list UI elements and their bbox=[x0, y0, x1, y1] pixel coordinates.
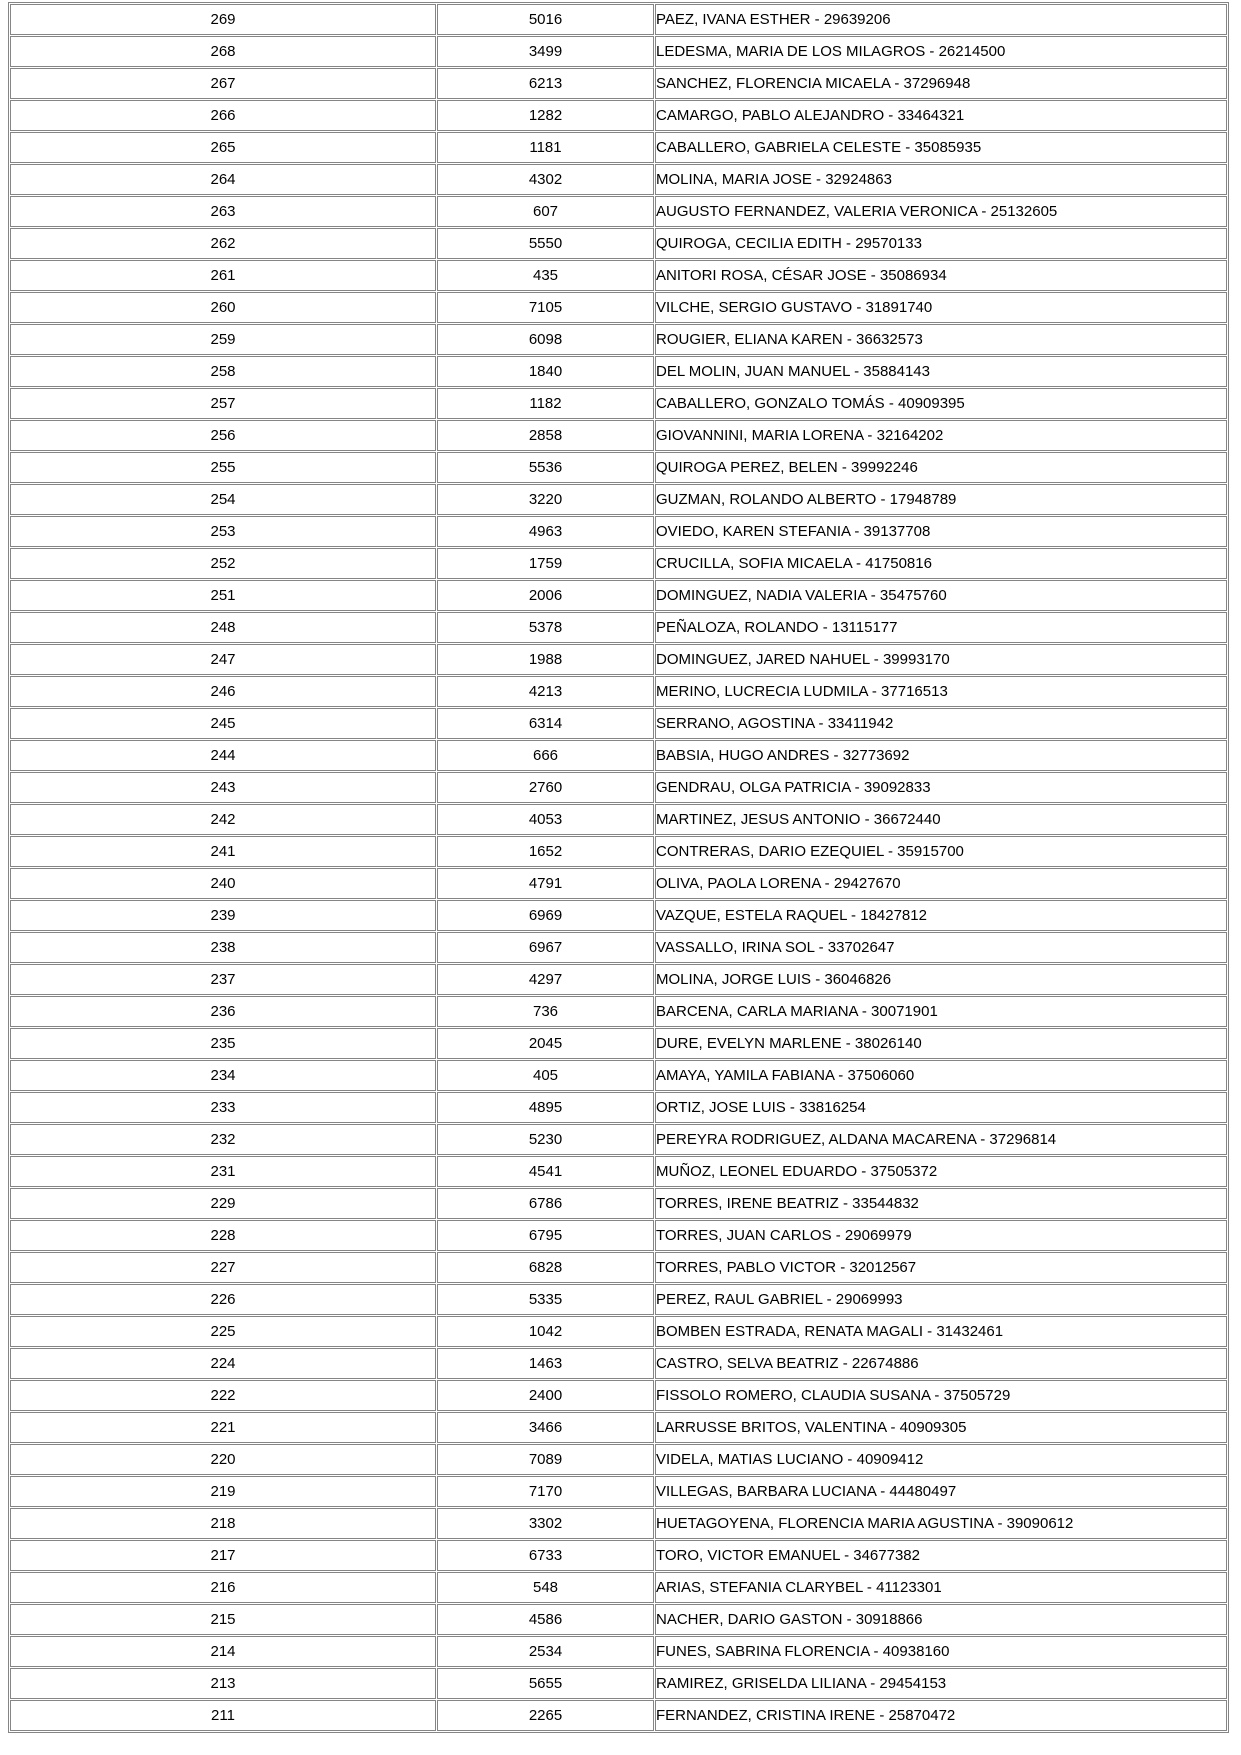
table-row bbox=[10, 516, 1227, 547]
row-index-cell: 227 bbox=[10, 1252, 436, 1283]
table-row bbox=[10, 1220, 1227, 1251]
member-code-cell: 4895 bbox=[437, 1092, 654, 1123]
table-row bbox=[10, 1668, 1227, 1699]
table-row bbox=[10, 1700, 1227, 1731]
table-row bbox=[10, 1476, 1227, 1507]
member-code-cell: 4297 bbox=[437, 964, 654, 995]
member-name-cell: OLIVA, PAOLA LORENA - 29427670 bbox=[655, 868, 1227, 899]
member-code-cell: 4963 bbox=[437, 516, 654, 547]
table-row bbox=[10, 100, 1227, 131]
member-code-cell: 2534 bbox=[437, 1636, 654, 1667]
row-index-cell: 211 bbox=[10, 1700, 436, 1731]
member-name-cell: VAZQUE, ESTELA RAQUEL - 18427812 bbox=[655, 900, 1227, 931]
table-row bbox=[10, 1444, 1227, 1475]
member-name-cell: HUETAGOYENA, FLORENCIA MARIA AGUSTINA - 39090612 bbox=[655, 1508, 1227, 1539]
row-index-cell: 265 bbox=[10, 132, 436, 163]
member-name-cell: DURE, EVELYN MARLENE - 38026140 bbox=[655, 1028, 1227, 1059]
member-code-cell: 666 bbox=[437, 740, 654, 771]
roster-table-body bbox=[10, 4, 1227, 1731]
member-name-cell: CRUCILLA, SOFIA MICAELA - 41750816 bbox=[655, 548, 1227, 579]
row-index-cell: 267 bbox=[10, 68, 436, 99]
member-code-cell: 5335 bbox=[437, 1284, 654, 1315]
member-code-cell: 405 bbox=[437, 1060, 654, 1091]
row-index-cell: 233 bbox=[10, 1092, 436, 1123]
member-code-cell: 6213 bbox=[437, 68, 654, 99]
member-name-cell: MERINO, LUCRECIA LUDMILA - 37716513 bbox=[655, 676, 1227, 707]
member-code-cell: 435 bbox=[437, 260, 654, 291]
table-row bbox=[10, 612, 1227, 643]
member-name-cell: ANITORI ROSA, CÉSAR JOSE - 35086934 bbox=[655, 260, 1227, 291]
row-index-cell: 229 bbox=[10, 1188, 436, 1219]
member-name-cell: PEÑALOZA, ROLANDO - 13115177 bbox=[655, 612, 1227, 643]
table-row bbox=[10, 1028, 1227, 1059]
table-row bbox=[10, 1252, 1227, 1283]
table-row bbox=[10, 1060, 1227, 1091]
member-name-cell: SANCHEZ, FLORENCIA MICAELA - 37296948 bbox=[655, 68, 1227, 99]
row-index-cell: 220 bbox=[10, 1444, 436, 1475]
table-row bbox=[10, 644, 1227, 675]
table-row bbox=[10, 164, 1227, 195]
member-code-cell: 1182 bbox=[437, 388, 654, 419]
row-index-cell: 239 bbox=[10, 900, 436, 931]
row-index-cell: 266 bbox=[10, 100, 436, 131]
table-row bbox=[10, 260, 1227, 291]
member-code-cell: 6098 bbox=[437, 324, 654, 355]
row-index-cell: 242 bbox=[10, 804, 436, 835]
row-index-cell: 221 bbox=[10, 1412, 436, 1443]
member-name-cell: TORRES, IRENE BEATRIZ - 33544832 bbox=[655, 1188, 1227, 1219]
row-index-cell: 246 bbox=[10, 676, 436, 707]
member-name-cell: FISSOLO ROMERO, CLAUDIA SUSANA - 37505729 bbox=[655, 1380, 1227, 1411]
member-code-cell: 3220 bbox=[437, 484, 654, 515]
member-code-cell: 2400 bbox=[437, 1380, 654, 1411]
row-index-cell: 240 bbox=[10, 868, 436, 899]
table-row bbox=[10, 804, 1227, 835]
table-row bbox=[10, 452, 1227, 483]
member-code-cell: 2045 bbox=[437, 1028, 654, 1059]
member-code-cell: 4213 bbox=[437, 676, 654, 707]
member-code-cell: 5550 bbox=[437, 228, 654, 259]
member-name-cell: AMAYA, YAMILA FABIANA - 37506060 bbox=[655, 1060, 1227, 1091]
table-row bbox=[10, 1604, 1227, 1635]
row-index-cell: 256 bbox=[10, 420, 436, 451]
row-index-cell: 234 bbox=[10, 1060, 436, 1091]
member-name-cell: SERRANO, AGOSTINA - 33411942 bbox=[655, 708, 1227, 739]
member-name-cell: CABALLERO, GABRIELA CELESTE - 35085935 bbox=[655, 132, 1227, 163]
member-name-cell: CASTRO, SELVA BEATRIZ - 22674886 bbox=[655, 1348, 1227, 1379]
member-name-cell: ORTIZ, JOSE LUIS - 33816254 bbox=[655, 1092, 1227, 1123]
member-code-cell: 6969 bbox=[437, 900, 654, 931]
row-index-cell: 238 bbox=[10, 932, 436, 963]
table-row bbox=[10, 324, 1227, 355]
table-row bbox=[10, 1316, 1227, 1347]
member-name-cell: GENDRAU, OLGA PATRICIA - 39092833 bbox=[655, 772, 1227, 803]
table-row bbox=[10, 1508, 1227, 1539]
row-index-cell: 224 bbox=[10, 1348, 436, 1379]
table-row bbox=[10, 356, 1227, 387]
member-code-cell: 4586 bbox=[437, 1604, 654, 1635]
member-name-cell: VASSALLO, IRINA SOL - 33702647 bbox=[655, 932, 1227, 963]
member-name-cell: FERNANDEZ, CRISTINA IRENE - 25870472 bbox=[655, 1700, 1227, 1731]
table-row bbox=[10, 1572, 1227, 1603]
table-row bbox=[10, 996, 1227, 1027]
member-name-cell: MUÑOZ, LEONEL EDUARDO - 37505372 bbox=[655, 1156, 1227, 1187]
member-code-cell: 4791 bbox=[437, 868, 654, 899]
member-code-cell: 1759 bbox=[437, 548, 654, 579]
member-name-cell: TORRES, JUAN CARLOS - 29069979 bbox=[655, 1220, 1227, 1251]
row-index-cell: 215 bbox=[10, 1604, 436, 1635]
member-code-cell: 3499 bbox=[437, 36, 654, 67]
row-index-cell: 264 bbox=[10, 164, 436, 195]
member-name-cell: VILCHE, SERGIO GUSTAVO - 31891740 bbox=[655, 292, 1227, 323]
member-code-cell: 1988 bbox=[437, 644, 654, 675]
table-row bbox=[10, 676, 1227, 707]
member-code-cell: 2858 bbox=[437, 420, 654, 451]
row-index-cell: 269 bbox=[10, 4, 436, 35]
table-row bbox=[10, 68, 1227, 99]
row-index-cell: 218 bbox=[10, 1508, 436, 1539]
member-code-cell: 6786 bbox=[437, 1188, 654, 1219]
member-code-cell: 548 bbox=[437, 1572, 654, 1603]
row-index-cell: 245 bbox=[10, 708, 436, 739]
row-index-cell: 247 bbox=[10, 644, 436, 675]
member-name-cell: AUGUSTO FERNANDEZ, VALERIA VERONICA - 25132605 bbox=[655, 196, 1227, 227]
member-name-cell: NACHER, DARIO GASTON - 30918866 bbox=[655, 1604, 1227, 1635]
member-code-cell: 1463 bbox=[437, 1348, 654, 1379]
table-row bbox=[10, 1412, 1227, 1443]
member-code-cell: 6314 bbox=[437, 708, 654, 739]
member-name-cell: LARRUSSE BRITOS, VALENTINA - 40909305 bbox=[655, 1412, 1227, 1443]
member-code-cell: 5378 bbox=[437, 612, 654, 643]
row-index-cell: 235 bbox=[10, 1028, 436, 1059]
table-row bbox=[10, 1348, 1227, 1379]
member-name-cell: DEL MOLIN, JUAN MANUEL - 35884143 bbox=[655, 356, 1227, 387]
member-name-cell: TORO, VICTOR EMANUEL - 34677382 bbox=[655, 1540, 1227, 1571]
member-code-cell: 2006 bbox=[437, 580, 654, 611]
row-index-cell: 254 bbox=[10, 484, 436, 515]
member-code-cell: 5016 bbox=[437, 4, 654, 35]
row-index-cell: 262 bbox=[10, 228, 436, 259]
row-index-cell: 228 bbox=[10, 1220, 436, 1251]
member-code-cell: 607 bbox=[437, 196, 654, 227]
row-index-cell: 225 bbox=[10, 1316, 436, 1347]
member-name-cell: VILLEGAS, BARBARA LUCIANA - 44480497 bbox=[655, 1476, 1227, 1507]
member-name-cell: PEREZ, RAUL GABRIEL - 29069993 bbox=[655, 1284, 1227, 1315]
member-code-cell: 1181 bbox=[437, 132, 654, 163]
row-index-cell: 217 bbox=[10, 1540, 436, 1571]
table-row bbox=[10, 1188, 1227, 1219]
table-row bbox=[10, 132, 1227, 163]
member-name-cell: BARCENA, CARLA MARIANA - 30071901 bbox=[655, 996, 1227, 1027]
member-name-cell: MARTINEZ, JESUS ANTONIO - 36672440 bbox=[655, 804, 1227, 835]
table-row bbox=[10, 868, 1227, 899]
table-row bbox=[10, 292, 1227, 323]
member-name-cell: RAMIREZ, GRISELDA LILIANA - 29454153 bbox=[655, 1668, 1227, 1699]
member-code-cell: 736 bbox=[437, 996, 654, 1027]
row-index-cell: 232 bbox=[10, 1124, 436, 1155]
member-name-cell: CABALLERO, GONZALO TOMÁS - 40909395 bbox=[655, 388, 1227, 419]
table-row bbox=[10, 772, 1227, 803]
table-row bbox=[10, 1156, 1227, 1187]
row-index-cell: 258 bbox=[10, 356, 436, 387]
member-code-cell: 4541 bbox=[437, 1156, 654, 1187]
member-name-cell: MOLINA, MARIA JOSE - 32924863 bbox=[655, 164, 1227, 195]
member-name-cell: FUNES, SABRINA FLORENCIA - 40938160 bbox=[655, 1636, 1227, 1667]
member-name-cell: CONTRERAS, DARIO EZEQUIEL - 35915700 bbox=[655, 836, 1227, 867]
member-code-cell: 6733 bbox=[437, 1540, 654, 1571]
row-index-cell: 214 bbox=[10, 1636, 436, 1667]
table-row bbox=[10, 548, 1227, 579]
table-row bbox=[10, 900, 1227, 931]
row-index-cell: 222 bbox=[10, 1380, 436, 1411]
member-name-cell: VIDELA, MATIAS LUCIANO - 40909412 bbox=[655, 1444, 1227, 1475]
row-index-cell: 213 bbox=[10, 1668, 436, 1699]
table-row bbox=[10, 580, 1227, 611]
table-row bbox=[10, 836, 1227, 867]
table-row bbox=[10, 420, 1227, 451]
table-row bbox=[10, 4, 1227, 35]
row-index-cell: 226 bbox=[10, 1284, 436, 1315]
row-index-cell: 261 bbox=[10, 260, 436, 291]
row-index-cell: 259 bbox=[10, 324, 436, 355]
member-name-cell: LEDESMA, MARIA DE LOS MILAGROS - 26214500 bbox=[655, 36, 1227, 67]
row-index-cell: 216 bbox=[10, 1572, 436, 1603]
row-index-cell: 263 bbox=[10, 196, 436, 227]
row-index-cell: 241 bbox=[10, 836, 436, 867]
member-name-cell: MOLINA, JORGE LUIS - 36046826 bbox=[655, 964, 1227, 995]
member-name-cell: PAEZ, IVANA ESTHER - 29639206 bbox=[655, 4, 1227, 35]
member-name-cell: DOMINGUEZ, JARED NAHUEL - 39993170 bbox=[655, 644, 1227, 675]
member-name-cell: GIOVANNINI, MARIA LORENA - 32164202 bbox=[655, 420, 1227, 451]
table-row bbox=[10, 484, 1227, 515]
table-row bbox=[10, 1284, 1227, 1315]
row-index-cell: 237 bbox=[10, 964, 436, 995]
row-index-cell: 252 bbox=[10, 548, 436, 579]
row-index-cell: 219 bbox=[10, 1476, 436, 1507]
member-name-cell: ARIAS, STEFANIA CLARYBEL - 41123301 bbox=[655, 1572, 1227, 1603]
row-index-cell: 268 bbox=[10, 36, 436, 67]
row-index-cell: 231 bbox=[10, 1156, 436, 1187]
table-row bbox=[10, 740, 1227, 771]
member-name-cell: TORRES, PABLO VICTOR - 32012567 bbox=[655, 1252, 1227, 1283]
roster-table bbox=[8, 2, 1229, 1733]
member-name-cell: BABSIA, HUGO ANDRES - 32773692 bbox=[655, 740, 1227, 771]
member-name-cell: PEREYRA RODRIGUEZ, ALDANA MACARENA - 37296814 bbox=[655, 1124, 1227, 1155]
table-row bbox=[10, 36, 1227, 67]
table-row bbox=[10, 1540, 1227, 1571]
member-code-cell: 7105 bbox=[437, 292, 654, 323]
member-code-cell: 7089 bbox=[437, 1444, 654, 1475]
table-row bbox=[10, 196, 1227, 227]
table-row bbox=[10, 1124, 1227, 1155]
table-row bbox=[10, 708, 1227, 739]
row-index-cell: 243 bbox=[10, 772, 436, 803]
member-name-cell: QUIROGA PEREZ, BELEN - 39992246 bbox=[655, 452, 1227, 483]
table-row bbox=[10, 932, 1227, 963]
table-row bbox=[10, 1636, 1227, 1667]
member-name-cell: BOMBEN ESTRADA, RENATA MAGALI - 31432461 bbox=[655, 1316, 1227, 1347]
member-code-cell: 5230 bbox=[437, 1124, 654, 1155]
row-index-cell: 257 bbox=[10, 388, 436, 419]
member-code-cell: 2760 bbox=[437, 772, 654, 803]
row-index-cell: 244 bbox=[10, 740, 436, 771]
member-name-cell: DOMINGUEZ, NADIA VALERIA - 35475760 bbox=[655, 580, 1227, 611]
member-code-cell: 5655 bbox=[437, 1668, 654, 1699]
table-row bbox=[10, 1092, 1227, 1123]
member-name-cell: CAMARGO, PABLO ALEJANDRO - 33464321 bbox=[655, 100, 1227, 131]
row-index-cell: 236 bbox=[10, 996, 436, 1027]
row-index-cell: 251 bbox=[10, 580, 436, 611]
member-code-cell: 5536 bbox=[437, 452, 654, 483]
member-code-cell: 6828 bbox=[437, 1252, 654, 1283]
member-name-cell: QUIROGA, CECILIA EDITH - 29570133 bbox=[655, 228, 1227, 259]
row-index-cell: 260 bbox=[10, 292, 436, 323]
table-row bbox=[10, 388, 1227, 419]
member-code-cell: 4302 bbox=[437, 164, 654, 195]
table-row bbox=[10, 964, 1227, 995]
member-name-cell: OVIEDO, KAREN STEFANIA - 39137708 bbox=[655, 516, 1227, 547]
row-index-cell: 255 bbox=[10, 452, 436, 483]
table-row bbox=[10, 1380, 1227, 1411]
row-index-cell: 253 bbox=[10, 516, 436, 547]
member-code-cell: 3302 bbox=[437, 1508, 654, 1539]
row-index-cell: 248 bbox=[10, 612, 436, 643]
member-code-cell: 1282 bbox=[437, 100, 654, 131]
member-name-cell: ROUGIER, ELIANA KAREN - 36632573 bbox=[655, 324, 1227, 355]
member-code-cell: 3466 bbox=[437, 1412, 654, 1443]
member-code-cell: 1840 bbox=[437, 356, 654, 387]
member-code-cell: 6967 bbox=[437, 932, 654, 963]
member-code-cell: 1042 bbox=[437, 1316, 654, 1347]
member-code-cell: 4053 bbox=[437, 804, 654, 835]
member-code-cell: 6795 bbox=[437, 1220, 654, 1251]
table-row bbox=[10, 228, 1227, 259]
member-code-cell: 7170 bbox=[437, 1476, 654, 1507]
member-name-cell: GUZMAN, ROLANDO ALBERTO - 17948789 bbox=[655, 484, 1227, 515]
member-code-cell: 1652 bbox=[437, 836, 654, 867]
member-code-cell: 2265 bbox=[437, 1700, 654, 1731]
